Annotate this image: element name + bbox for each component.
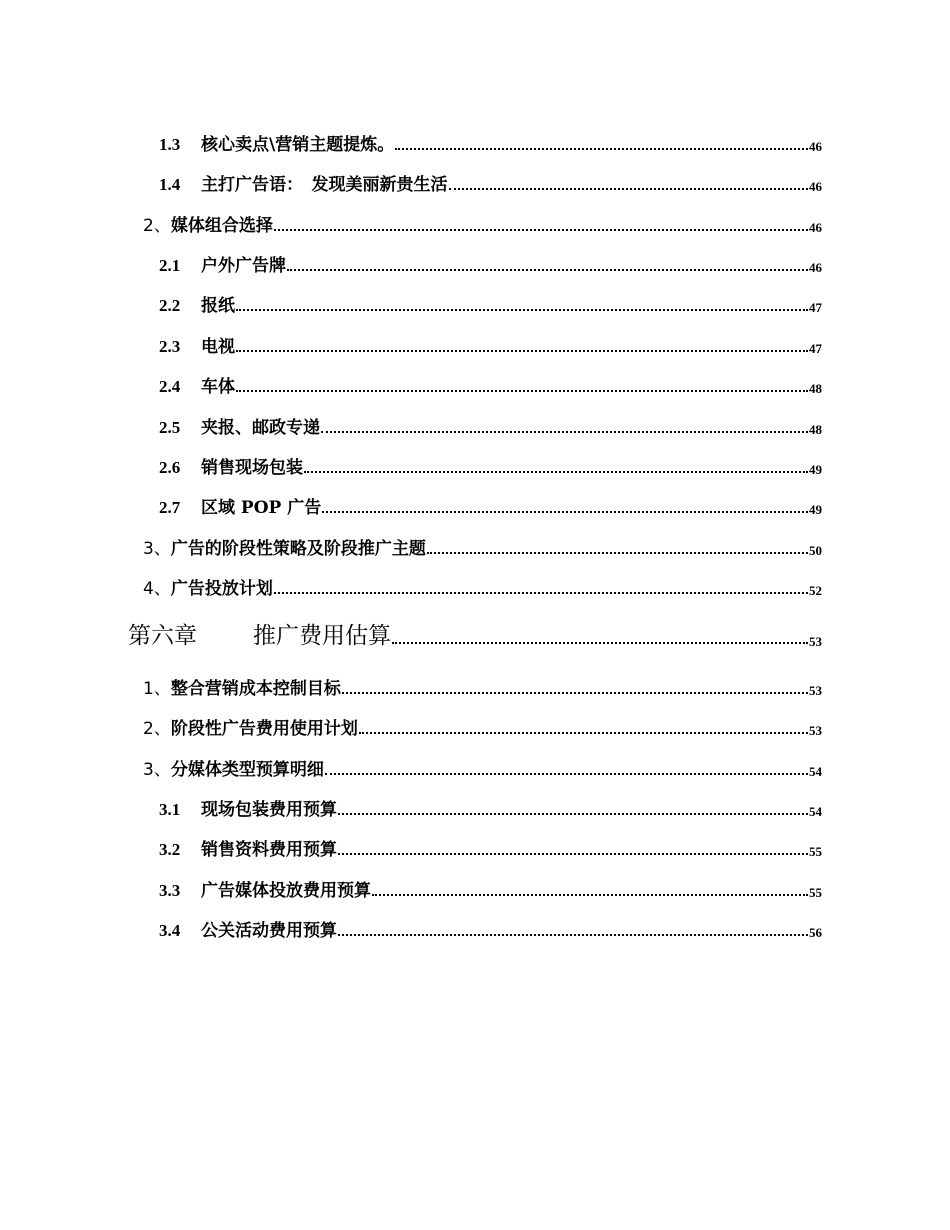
dot-leader	[342, 692, 808, 694]
toc-entry-title: 现场包装费用预算	[201, 800, 337, 820]
dot-leader	[338, 934, 808, 936]
toc-entry-number: 1、	[143, 679, 171, 699]
toc-entry-page: 52	[809, 583, 822, 598]
toc-entry-title: 电视	[201, 337, 235, 357]
dot-leader	[304, 471, 808, 473]
toc-entry[interactable]	[143, 575, 822, 599]
toc-entry-number: 3.3	[159, 881, 181, 900]
toc-entry[interactable]	[159, 494, 822, 518]
toc-entry[interactable]	[159, 877, 822, 901]
toc-entry-number: 2、	[143, 216, 171, 236]
dot-leader	[359, 732, 808, 734]
toc-entry-page: 46	[809, 220, 822, 235]
toc-entry-title: 户外广告牌	[201, 256, 286, 276]
toc-entry-page: 55	[809, 885, 822, 900]
toc-entry-page: 54	[809, 804, 822, 819]
dot-leader	[236, 390, 808, 392]
toc-entry-title: 分媒体类型预算明细	[170, 760, 324, 780]
toc-entry-title: 核心卖点\营销主题提炼。	[201, 135, 395, 155]
toc-entry-page: 46	[809, 179, 822, 194]
toc-entry-number: 1.3	[159, 135, 181, 154]
toc-entry-title: 广告的阶段性策略及阶段推广主题	[170, 539, 426, 559]
toc-entry-number: 2.5	[159, 418, 181, 437]
toc-entry-title: 报纸	[201, 296, 235, 316]
toc-entry-number: 2.3	[159, 337, 181, 356]
toc-entry-page: 50	[809, 543, 822, 558]
toc-entry-number: 3.1	[159, 800, 181, 819]
dot-leader	[322, 511, 808, 513]
dot-leader	[236, 309, 808, 311]
toc-entry[interactable]	[159, 333, 822, 357]
toc-entry[interactable]	[159, 373, 822, 397]
toc-entry-number: 2、	[143, 719, 171, 739]
toc-entry-title: 夹报、邮政专递	[201, 418, 320, 438]
toc-entry-page: 48	[809, 422, 822, 437]
toc-entry-page: 55	[809, 844, 822, 859]
dot-leader	[325, 773, 808, 775]
dot-leader	[427, 552, 808, 554]
toc-entry[interactable]	[159, 292, 822, 316]
toc-entry-title: 销售资料费用预算	[201, 840, 337, 860]
toc-entry-number: 2.4	[159, 377, 181, 396]
toc-entry-title: 公关活动费用预算	[201, 921, 337, 941]
toc-entry-title: 区域 POP 广告	[201, 498, 322, 518]
dot-leader	[321, 431, 808, 433]
toc-entry-number: 2.6	[159, 458, 181, 477]
toc-entry[interactable]	[159, 796, 822, 820]
toc-entry-page: 49	[809, 462, 822, 477]
dot-leader	[274, 229, 808, 231]
toc-entry[interactable]	[143, 715, 822, 739]
toc-entry[interactable]	[143, 675, 822, 699]
toc-chapter-title: 推广费用估算	[253, 623, 391, 649]
toc-entry-page: 48	[809, 381, 822, 396]
toc-chapter-entry[interactable]	[128, 618, 822, 650]
toc-entry-title: 主打广告语： 发现美丽新贵生活	[201, 175, 448, 195]
dot-leader	[274, 592, 808, 594]
toc-entry-page: 47	[809, 341, 822, 356]
toc-entry-number: 3、	[143, 539, 171, 559]
toc-entry[interactable]	[159, 414, 822, 438]
toc-entry-title: 媒体组合选择	[170, 216, 273, 236]
dot-leader	[372, 894, 808, 896]
toc-chapter-number: 第六章	[128, 623, 197, 649]
toc-entry[interactable]	[159, 454, 822, 478]
toc-entry-number: 2.1	[159, 256, 181, 275]
toc-entry-number: 3.4	[159, 921, 181, 940]
toc-entry-title: 广告投放计划	[170, 579, 273, 599]
toc-entry-page: 53	[809, 723, 822, 738]
toc-entry-title: 广告媒体投放费用预算	[201, 881, 371, 901]
toc-entry[interactable]	[143, 756, 822, 780]
toc-entry-title: 车体	[201, 377, 235, 397]
toc-entry-page: 54	[809, 764, 822, 779]
toc-entry-number: 3.2	[159, 840, 181, 859]
toc-entry-number: 4、	[143, 579, 171, 599]
toc-entry[interactable]	[159, 252, 822, 276]
toc-entry-page: 47	[809, 300, 822, 315]
toc-entry-page: 49	[809, 502, 822, 517]
toc-entry-title: 销售现场包装	[201, 458, 303, 478]
toc-entry[interactable]	[143, 212, 822, 236]
toc-entry[interactable]	[159, 171, 822, 195]
toc-entry-number: 1.4	[159, 175, 181, 194]
toc-entry-number: 2.2	[159, 296, 181, 315]
toc-entry-number: 2.7	[159, 498, 181, 517]
toc-entry-number: 3、	[143, 760, 171, 780]
dot-leader	[449, 188, 809, 190]
dot-leader	[392, 642, 808, 644]
toc-entry[interactable]	[159, 131, 822, 155]
toc-entry-page: 46	[809, 260, 822, 275]
dot-leader	[338, 853, 808, 855]
toc-entry[interactable]	[159, 917, 822, 941]
dot-leader	[338, 813, 808, 815]
toc-entry-page: 56	[809, 925, 822, 940]
dot-leader	[395, 148, 808, 150]
toc-entry[interactable]	[159, 836, 822, 860]
toc-entry-title: 整合营销成本控制目标	[170, 679, 341, 699]
toc-entry[interactable]	[143, 535, 822, 559]
toc-entry-page: 53	[809, 634, 822, 649]
dot-leader	[236, 350, 808, 352]
toc-entry-title: 阶段性广告费用使用计划	[170, 719, 358, 739]
toc-entry-page: 46	[809, 139, 822, 154]
dot-leader	[287, 269, 808, 271]
toc-entry-page: 53	[809, 683, 822, 698]
